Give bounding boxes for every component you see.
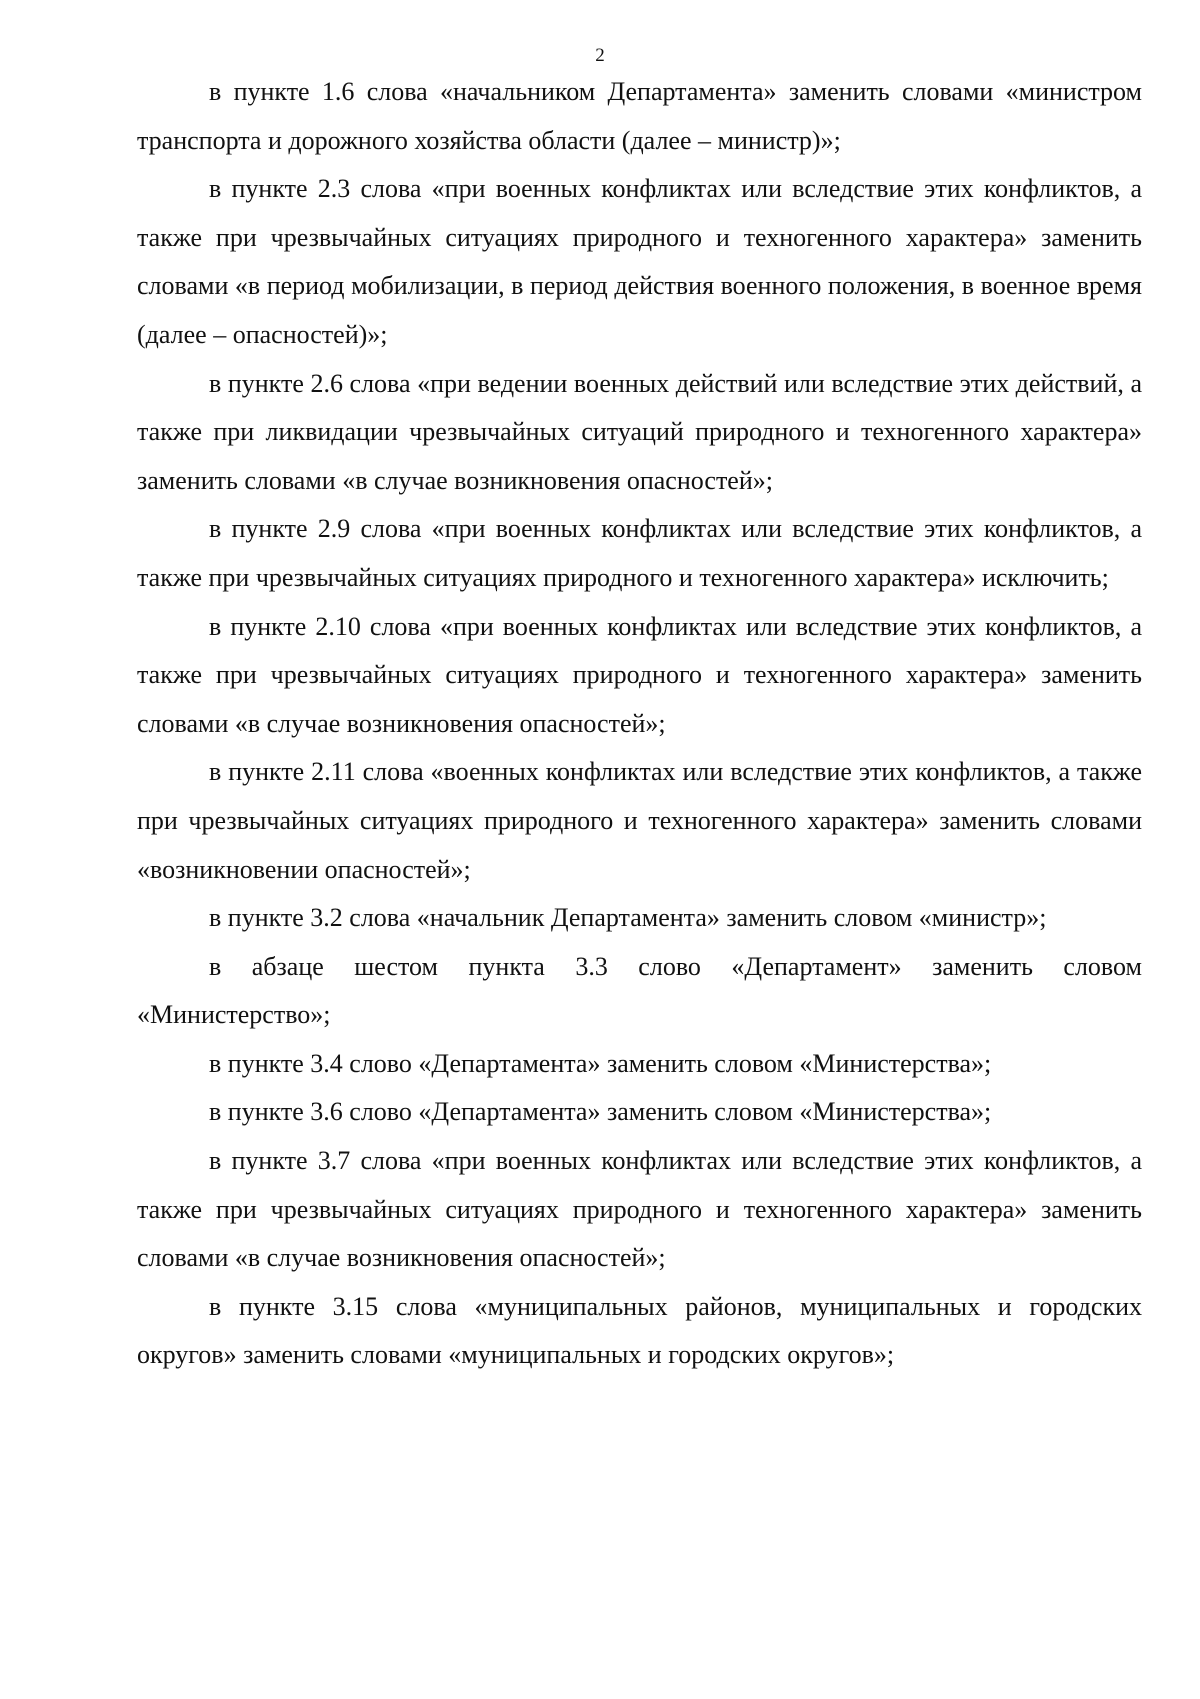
paragraph-item-3-2: в пункте 3.2 слова «начальник Департамента» заменить словом «министр»; bbox=[209, 903, 1047, 933]
paragraph-item-2-9: в пункте 2.9 слова «при военных конфликтах или вследствие этих конфликтов, а также при чрезвычайных ситуациях природного и техногенного характера» исключить; bbox=[137, 514, 1142, 592]
paragraph-item-2-6: в пункте 2.6 слова «при ведении военных действий или вследствие этих действий, а также при ликвидации чрезвычайных ситуаций природного и техногенного характера» заменить словами «в случае возникновения опасностей»; bbox=[137, 368, 1142, 495]
paragraph-item-2-11: в пункте 2.11 слова «военных конфликтах или вследствие этих конфликтов, а также при чрезвычайных ситуациях природного и техногенного характера» заменить словами «возникновении опасностей»; bbox=[137, 757, 1142, 884]
page-number: 2 bbox=[595, 45, 605, 66]
paragraph-item-2-10: в пункте 2.10 слова «при военных конфликтах или вследствие этих конфликтов, а также при чрезвычайных ситуациях природного и техногенного характера» заменить словами «в случае возникновения опасностей»; bbox=[137, 611, 1142, 738]
paragraph-item-3-3: в абзаце шестом пункта 3.3 слово «Департамент» заменить словом «Министерство»; bbox=[137, 951, 1142, 1030]
paragraph-item-3-4: в пункте 3.4 слово «Департамента» заменить словом «Министерства»; bbox=[209, 1048, 992, 1078]
paragraph-item-3-7: в пункте 3.7 слова «при военных конфликтах или вследствие этих конфликтов, а также при чрезвычайных ситуациях природного и техногенного характера» заменить словами «в случае возникновения опасностей»; bbox=[137, 1146, 1142, 1273]
document-body bbox=[137, 68, 1142, 1380]
paragraph-item-3-6: в пункте 3.6 слово «Департамента» заменить словом «Министерства»; bbox=[209, 1097, 992, 1127]
paragraph-item-3-15: в пункте 3.15 слова «муниципальных районов, муниципальных и городских округов» заменить словами «муниципальных и городских округов»; bbox=[137, 1291, 1142, 1370]
paragraph-item-1-6: в пункте 1.6 слова «начальником Департамента» заменить словами «министром транспорта и дорожного хозяйства области (далее – министр)»; bbox=[137, 77, 1142, 155]
paragraph-item-2-3: в пункте 2.3 слова «при военных конфликтах или вследствие этих конфликтов, а также при чрезвычайных ситуациях природного и техногенного характера» заменить словами «в период мобилизации, в период действия военного положения, в военное время (далее – опасностей)»; bbox=[137, 174, 1142, 349]
